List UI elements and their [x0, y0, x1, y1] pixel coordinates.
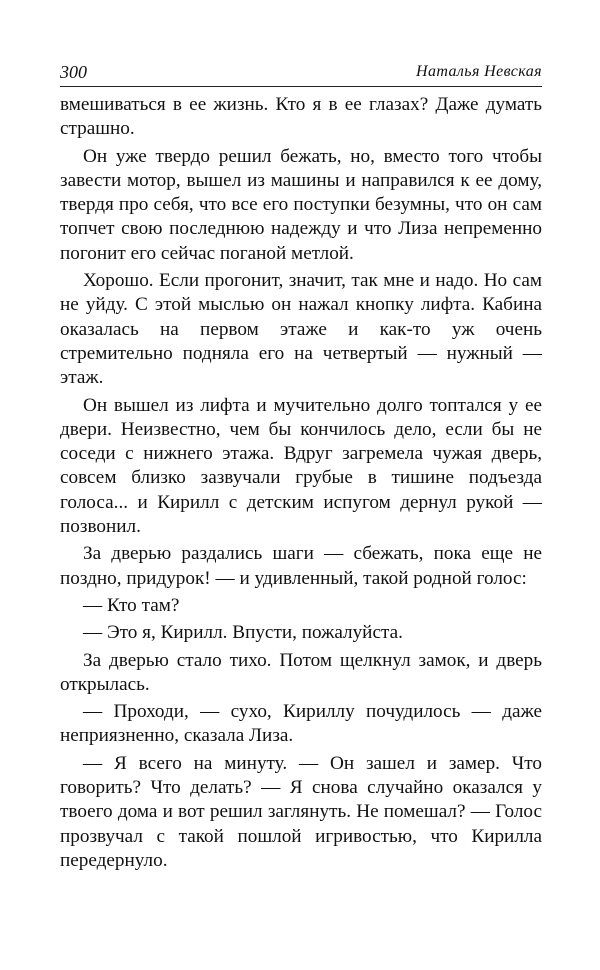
- paragraph: За дверью раздались шаги — сбежать, пока еще не поздно, придурок! — и удивленный, такой родной голос:: [60, 543, 542, 589]
- page-number: 300: [60, 62, 87, 82]
- book-page: [60, 62, 542, 876]
- running-head: [60, 62, 542, 87]
- paragraph: За дверью стало тихо. Потом щелкнул замок, и дверь открылась.: [60, 649, 542, 695]
- dialogue-line: — Это я, Кирилл. Впусти, пожалуйста.: [83, 622, 403, 644]
- paragraph: вмешиваться в ее жизнь. Кто я в ее глазах? Даже думать страшно.: [60, 94, 542, 140]
- body-text: [60, 93, 542, 873]
- dialogue-line: — Кто там?: [83, 594, 180, 616]
- paragraph: Он вышел из лифта и мучительно долго топтался у ее двери. Неизвестно, чем бы кончилось дело, если бы не соседи с нижнего этажа. Вдруг загремела чужая дверь, совсем близко зазвучали грубые в тишине подъезда голоса... и Кирилл с детским испугом дернул рукой — позвонил.: [60, 394, 542, 538]
- paragraph: Он уже твердо решил бежать, но, вместо того чтобы завести мотор, вышел из машины и направился к ее дому, твердя про себя, что все его поступки безумны, что он сам топчет свою последнюю надежду и что Лиза непременно погонит его сейчас поганой метлой.: [60, 145, 542, 264]
- dialogue-line: — Проходи, — сухо, Кириллу почудилось — даже неприязненно, сказала Лиза.: [60, 701, 542, 747]
- paragraph: Хорошо. Если прогонит, значит, так мне и надо. Но сам не уйду. С этой мыслью он нажал кнопку лифта. Кабина оказалась на первом этаже и как-то уж очень стремительно подняла его на четвертый — нужный — этаж.: [60, 270, 542, 389]
- running-head-author: Наталья Невская: [415, 63, 542, 80]
- dialogue-line: — Я всего на минуту. — Он зашел и замер. Что говорить? Что делать? — Я снова случайно оказался у твоего дома и вот решил заглянуть. Не помешал? — Голос прозвучал с такой пошлой игривостью, что Кирилла передернуло.: [60, 752, 542, 871]
